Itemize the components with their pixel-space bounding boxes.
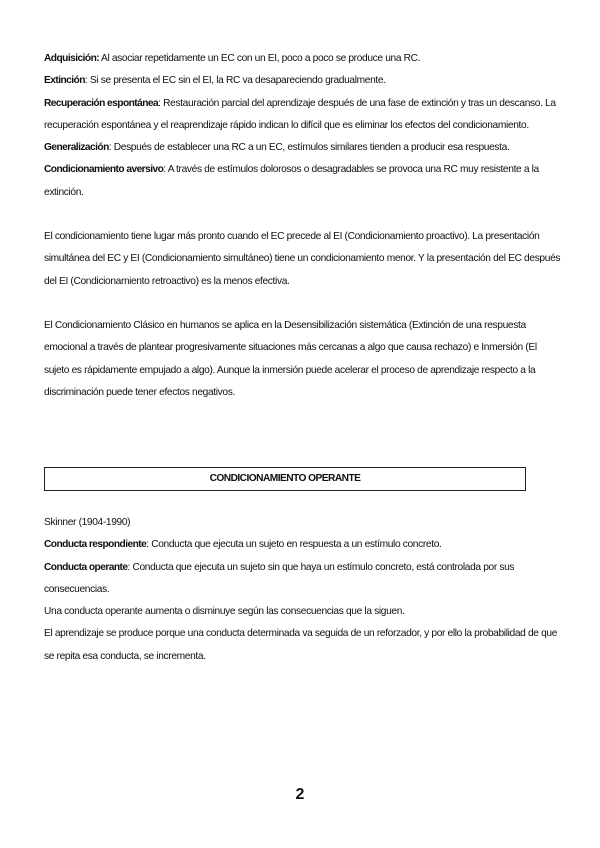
paragraph-operant-consequences: Una conducta operante aumenta o disminuye según las consecuencias que la siguen. [44,606,405,618]
definition-term: Extinción [44,75,85,87]
definition-conducta-operante [44,557,564,602]
operant-section-body [44,512,564,668]
definition-term: Condicionamiento aversivo [44,164,164,176]
paragraph-human-application: El Condicionamiento Clásico en humanos se aplica en la Desensibilización sistemática (Extinción de una respuesta emocional a través de plantear progresivamente situaciones más cercanas a algo que causa rechazo) e Inmersión (El sujeto es rápidamente empujado a algo). Aunque la inmersión puede acelerar el proceso de aprendizaje respecto a la discriminación puede tener efectos negativos. [44,319,537,398]
document-body [44,48,564,404]
definition-text: Al asociar repetidamente un EC con un EI, poco a poco se produce una RC. [99,53,421,64]
definition-term: Generalización [44,142,109,154]
definition-text: : Si se presenta el EC sin el EI, la RC va desapareciendo gradualmente. [84,75,386,87]
definition-text: : Conducta que ejecuta un sujeto sin que haya un estímulo concreto, está controlada por sus consecuencias. [44,561,515,595]
definition-text: : A través de estímulos dolorosos o desagradables se provoca una RC muy resistente a la extinción. [44,164,539,198]
section-heading: CONDICIONAMIENTO OPERANTE [209,473,361,484]
definition-term: Conducta respondiente [44,539,147,551]
page-number: 2 [295,786,305,803]
definition-term: Recuperación espontánea [44,97,159,109]
definition-text: : Conducta que ejecuta un sujeto en respuesta a un estímulo concreto. [146,539,442,551]
author-line: Skinner (1904-1990) [44,517,131,528]
definition-term: Conducta operante [44,561,128,573]
definition-recuperacion [44,93,564,138]
definition-condicionamiento-aversivo [44,159,564,204]
definition-text: : Restauración parcial del aprendizaje después de una fase de extinción y tras un descanso. La recuperación espontánea y el reaprendizaje rápido indican lo difícil que es eliminar los efectos del condicionamiento. [44,97,556,131]
definition-generalizacion [44,137,564,159]
section-heading-box [44,467,526,491]
definition-extincion [44,70,564,92]
definition-conducta-respondiente [44,534,564,556]
definition-adquisicion [44,48,564,70]
definition-text: : Después de establecer una RC a un EC, estímulos similares tienden a producir esa respuesta. [108,142,510,154]
paragraph-timing: El condicionamiento tiene lugar más pronto cuando el EC precede al EI (Condicionamiento proactivo). La presentación simultánea del EC y EI (Condicionamiento simultáneo) tiene un condicionamiento menor. Y la presentación del EC después del EI (Condicionamiento retroactivo) es la menos efectiva. [44,231,561,287]
definition-term: Adquisición: [44,53,100,64]
paragraph-reinforcement: El aprendizaje se produce porque una conducta determinada va seguida de un reforzador, y por ello la probabilidad de que se repita esa conducta, se incrementa. [44,628,558,662]
